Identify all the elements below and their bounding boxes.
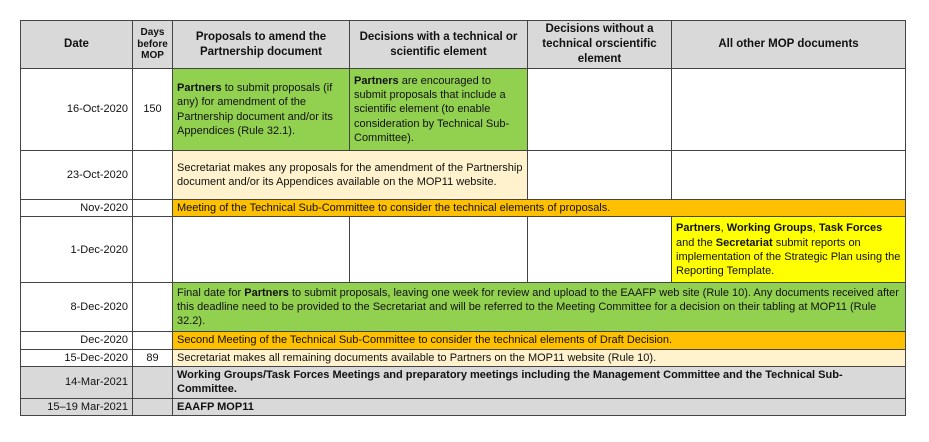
actor-label: Secretariat [715, 236, 773, 249]
date-cell: 16-Oct-2020 [21, 69, 133, 151]
days-cell [133, 151, 173, 200]
actor-label: Working Groups [726, 222, 813, 235]
date-cell: 1-Dec-2020 [21, 217, 133, 283]
actor-label: Partners [244, 286, 289, 299]
header-days-before-mop: Days before MOP [133, 21, 173, 69]
table-row [21, 332, 906, 349]
header-date: Date [21, 21, 133, 69]
cell-text: are encouraged to submit proposals that include a scientific element (to enable consideration by Technical Sub-Committee). [354, 74, 510, 144]
empty-cell [528, 151, 672, 200]
other-documents-cell [672, 217, 906, 283]
date-cell: 8-Dec-2020 [21, 283, 133, 332]
header-decisions-non-technical: Decisions without a technical orscientific element [528, 21, 672, 69]
cell-text: , [720, 222, 727, 235]
empty-cell [528, 217, 672, 283]
days-cell: 150 [133, 69, 173, 151]
event-cell: Secretariat makes any proposals for the amendment of the Partnership document and/or its Appendices available on the MOP11 website. [173, 151, 528, 200]
table-row [21, 151, 906, 200]
days-cell [133, 332, 173, 349]
header-row [21, 21, 906, 69]
actor-label: Partners [676, 222, 721, 235]
table-row [21, 398, 906, 415]
empty-cell [350, 217, 528, 283]
actor-label: Partners [177, 81, 222, 94]
header-proposals: Proposals to amend the Partnership document [173, 21, 350, 69]
event-cell [173, 283, 906, 332]
actor-label: Task Forces [818, 222, 883, 235]
date-cell: Nov-2020 [21, 200, 133, 217]
event-cell: Working Groups/Task Forces Meetings and preparatory meetings including the Management Committee and the Technical Sub-Committee. [173, 366, 906, 398]
cell-text: to submit proposals, leaving one week for review and upload to the EAAFP web site (Rule 10). Any documents received after this deadline need to be provided to the Secretariat and will be referred to the Meeting Committee for a decision on their tabling at MOP11 (Rule 32.2). [177, 286, 899, 328]
cell-text: , [812, 222, 819, 235]
table-row [21, 217, 906, 283]
days-cell [133, 217, 173, 283]
days-cell [133, 283, 173, 332]
days-cell [133, 398, 173, 415]
mop-schedule-table [20, 20, 906, 416]
days-cell: 89 [133, 349, 173, 366]
cell-text: to submit proposals (if any) for amendment of the Partnership document and/or its Appendices (Rule 32.1). [177, 81, 333, 137]
table-row [21, 366, 906, 398]
days-cell [133, 200, 173, 217]
empty-cell [672, 151, 906, 200]
empty-cell [528, 69, 672, 151]
header-decisions-technical: Decisions with a technical or scientific element [350, 21, 528, 69]
event-cell: Secretariat makes all remaining documents available to Partners on the MOP11 website (Rule 10). [173, 349, 906, 366]
empty-cell [672, 69, 906, 151]
actor-label: Partners [354, 74, 399, 87]
date-cell: 14-Mar-2021 [21, 366, 133, 398]
date-cell: Dec-2020 [21, 332, 133, 349]
cell-text: Final date for [177, 286, 245, 299]
cell-text: submit reports on implementation of the Strategic Plan using the Reporting Template. [676, 236, 901, 278]
table-row [21, 200, 906, 217]
header-other-documents: All other MOP documents [672, 21, 906, 69]
date-cell: 23-Oct-2020 [21, 151, 133, 200]
table-row [21, 349, 906, 366]
empty-cell [173, 217, 350, 283]
technical-decisions-cell [350, 69, 528, 151]
table-row [21, 283, 906, 332]
table-row [21, 69, 906, 151]
proposals-cell [173, 69, 350, 151]
event-cell: EAAFP MOP11 [173, 398, 906, 415]
date-cell: 15–19 Mar-2021 [21, 398, 133, 415]
cell-text: and the [676, 236, 716, 249]
date-cell: 15-Dec-2020 [21, 349, 133, 366]
event-cell: Meeting of the Technical Sub-Committee to consider the technical elements of proposals. [173, 200, 906, 217]
days-cell [133, 366, 173, 398]
event-cell: Second Meeting of the Technical Sub-Committee to consider the technical elements of Draft Decision. [173, 332, 906, 349]
